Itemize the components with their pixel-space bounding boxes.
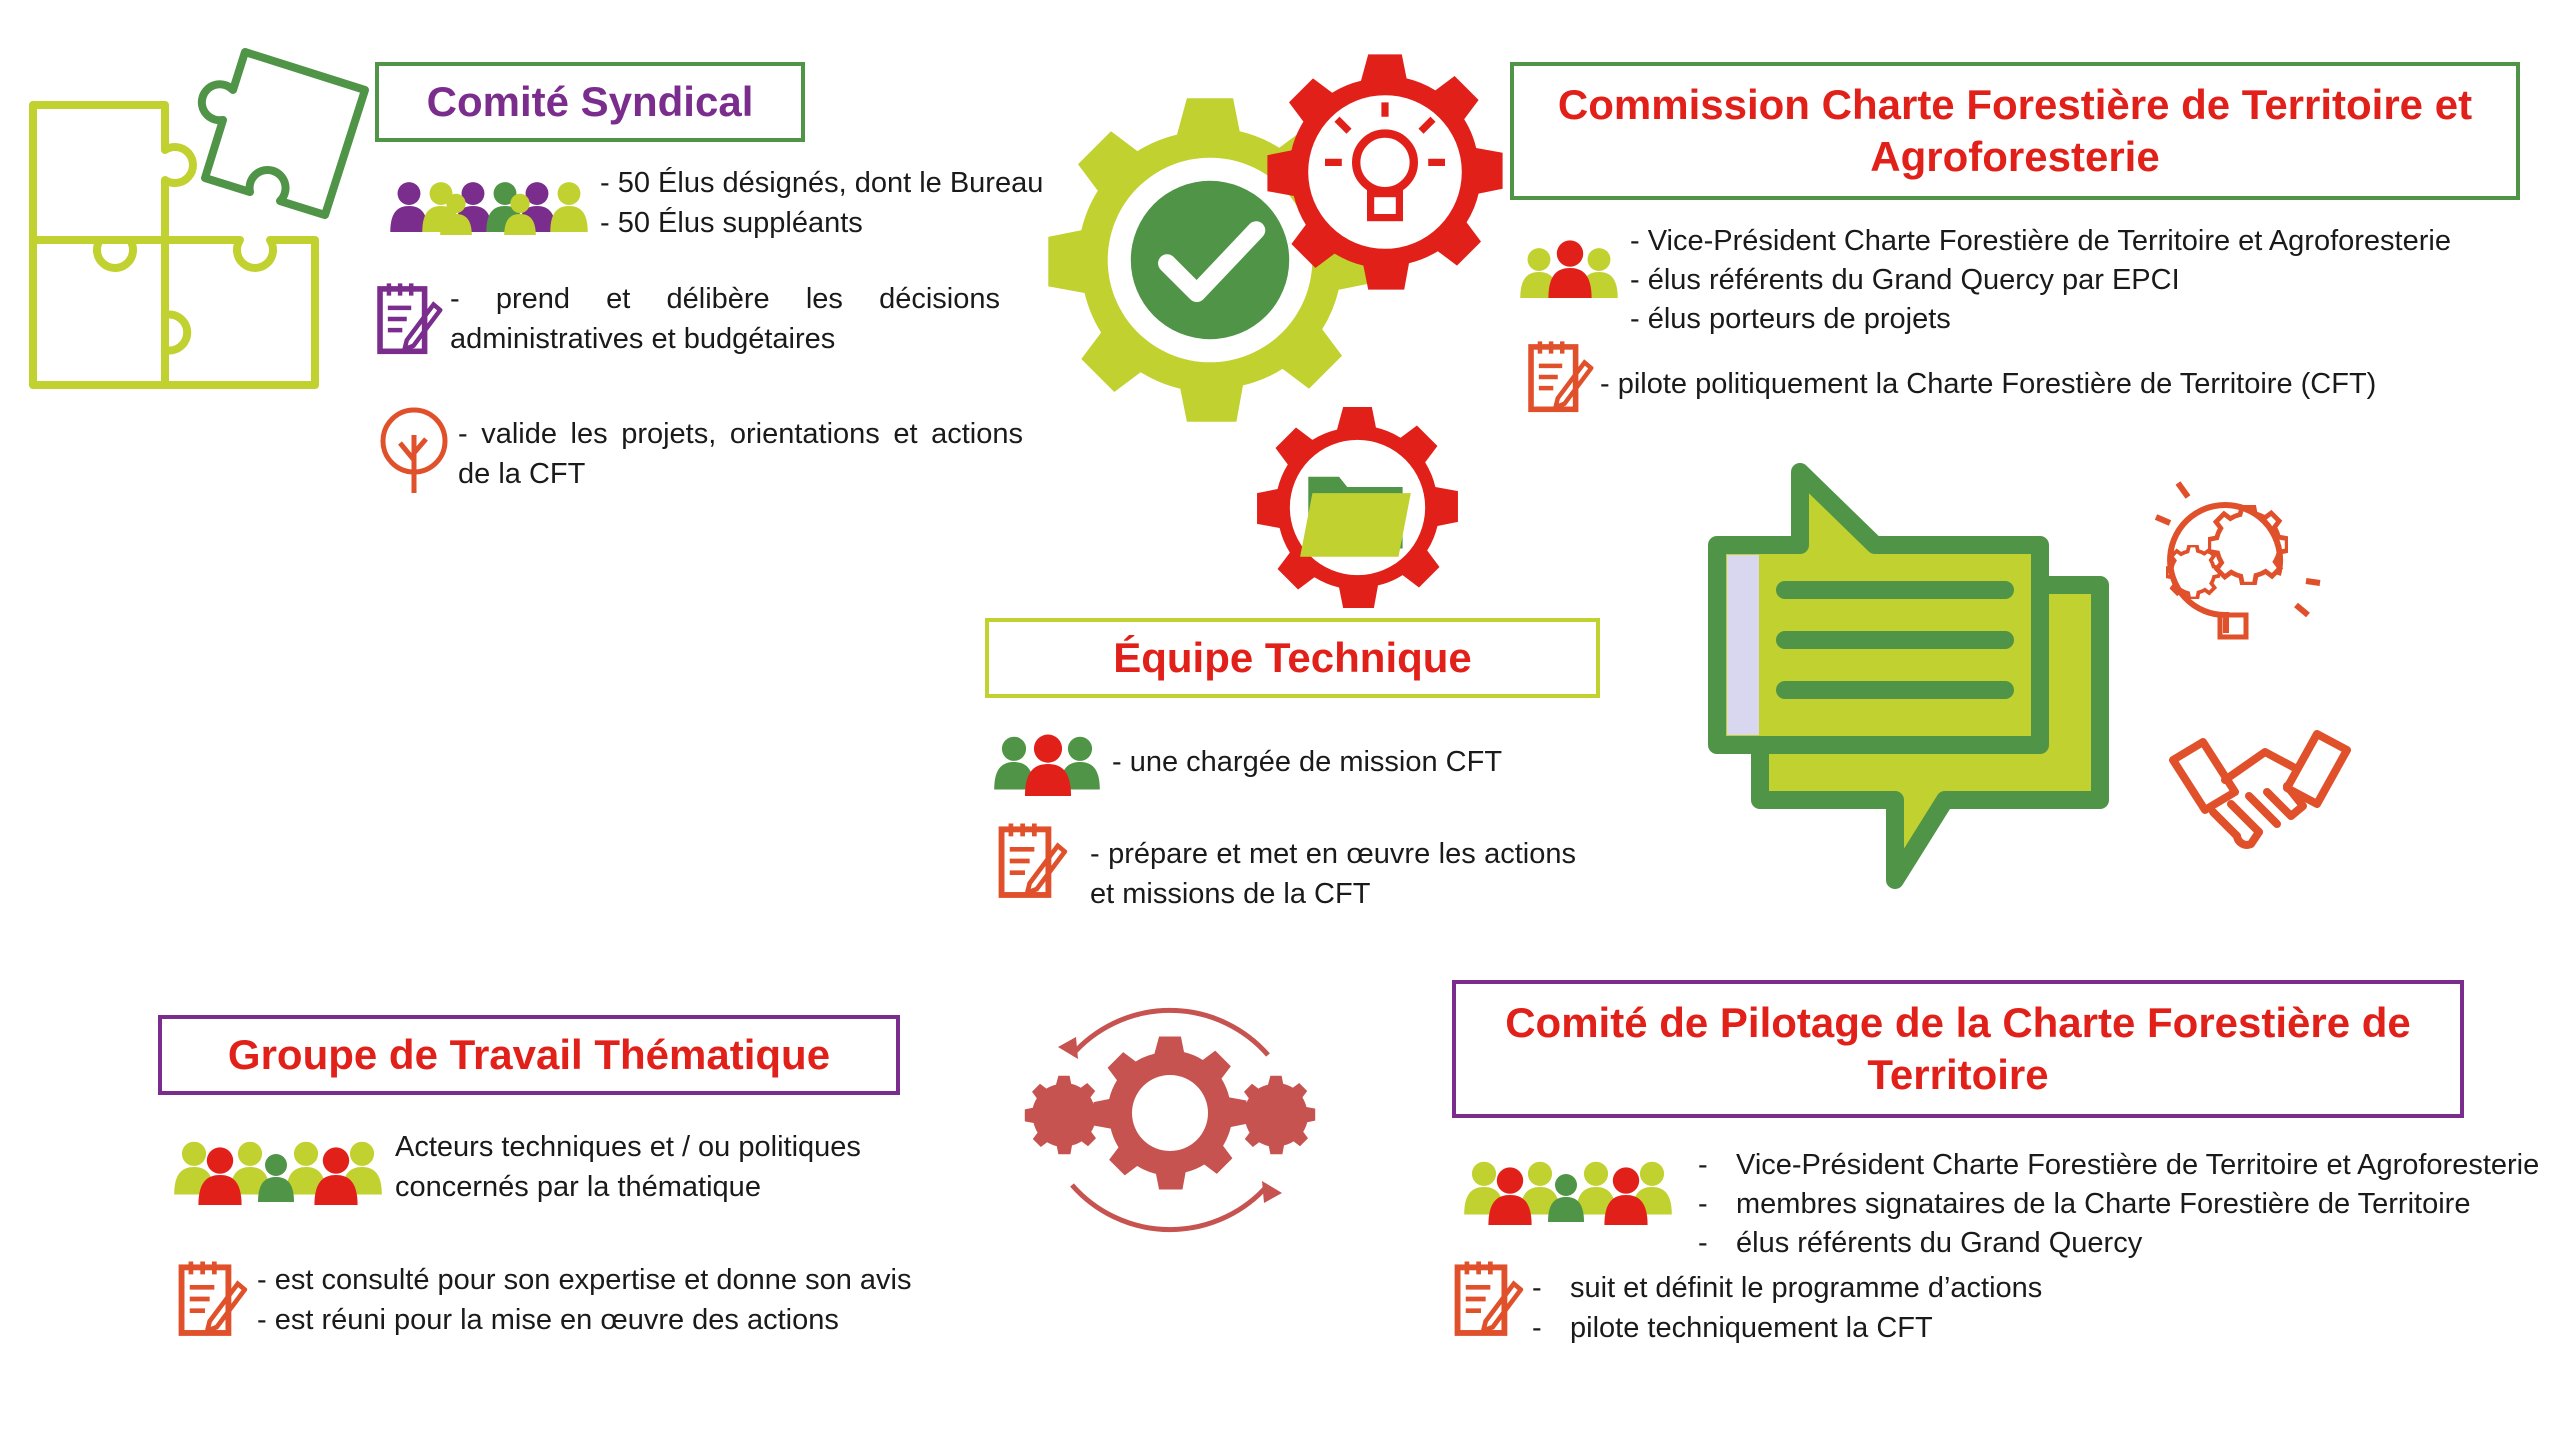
groupe-travail-members	[395, 1127, 861, 1207]
commission-title	[1510, 62, 2520, 200]
gears-cycle-icon	[1010, 985, 1330, 1255]
gear-lightbulb-icon	[1265, 52, 1505, 292]
list-item: - pilote politiquement la Charte Forestière de Territoire (CFT)	[1600, 368, 2377, 400]
notepad-pen-icon	[375, 280, 443, 358]
notepad-pen-icon	[1526, 338, 1594, 416]
commission-role	[1600, 364, 2376, 404]
comite-pilotage-title-text: Comité de Pilotage de la Charte Forestière de Territoire	[1505, 998, 2411, 1098]
notepad-pen-icon	[1452, 1258, 1524, 1340]
people-group-icon	[992, 728, 1104, 796]
groupe-travail-roles	[257, 1260, 912, 1340]
puzzle-icon	[25, 40, 370, 400]
comite-syndical-title-text: Comité Syndical	[426, 77, 754, 125]
list-item: - Vice-Président Charte Forestière de Territoire et Agroforesterie	[1698, 1149, 2540, 1181]
people-group-icon	[1462, 1155, 1677, 1225]
list-item: - 50 Élus désignés, dont le Bureau	[600, 167, 1044, 199]
list-item: - élus référents du Grand Quercy par EPCI	[1630, 264, 2180, 296]
list-item: - est réuni pour la mise en œuvre des actions	[257, 1304, 839, 1336]
people-group-icon	[388, 170, 588, 235]
notepad-pen-icon	[176, 1258, 248, 1340]
gear-folder-icon	[1255, 405, 1460, 610]
comite-pilotage-title	[1452, 980, 2464, 1118]
equipe-technique-members	[1112, 742, 1502, 782]
list-item: - élus porteurs de projets	[1630, 303, 1951, 335]
tree-icon	[378, 405, 450, 495]
list-item: - élus référents du Grand Quercy	[1698, 1227, 2143, 1259]
speech-bubbles-icon	[1705, 460, 2125, 890]
brain-gears-icon	[2148, 465, 2328, 645]
people-group-icon	[172, 1135, 387, 1205]
commission-members	[1630, 222, 2451, 339]
list-item: - suit et définit le programme d’actions	[1532, 1272, 2043, 1304]
list-item: Acteurs techniques et / ou politiques	[395, 1131, 861, 1163]
commission-title-text: Commission Charte Forestière de Territoire et Agroforesterie	[1557, 80, 2473, 180]
comite-pilotage-roles	[1532, 1268, 2042, 1348]
groupe-travail-title	[158, 1015, 900, 1095]
comite-syndical-role: - prend et délibère les décisions administratives et budgétaires	[450, 283, 1000, 355]
comite-syndical-members	[600, 163, 1043, 243]
notepad-pen-icon	[996, 820, 1068, 902]
comite-syndical-validation: - valide les projets, orientations et actions de la CFT	[458, 418, 1023, 490]
list-item: - est consulté pour son expertise et donne son avis	[257, 1264, 912, 1296]
people-group-icon	[1518, 238, 1623, 303]
comite-syndical-title	[375, 62, 805, 142]
comite-pilotage-members	[1698, 1146, 2539, 1263]
list-item: - 50 Élus suppléants	[600, 207, 863, 239]
equipe-technique-role: - prépare et met en œuvre les actions et missions de la CFT	[1090, 838, 1576, 910]
list-item: concernés par la thématique	[395, 1171, 761, 1203]
groupe-travail-title-text: Groupe de Travail Thématique	[227, 1030, 831, 1078]
list-item: - Vice-Président Charte Forestière de Territoire et Agroforesterie	[1630, 225, 2451, 257]
list-item: - pilote techniquement la CFT	[1532, 1312, 1933, 1344]
handshake-icon	[2165, 720, 2355, 880]
equipe-technique-title-text: Équipe Technique	[1113, 633, 1472, 681]
list-item: - une chargée de mission CFT	[1112, 746, 1503, 778]
list-item: - membres signataires de la Charte Forestière de Territoire	[1698, 1188, 2471, 1220]
equipe-technique-title	[985, 618, 1600, 698]
